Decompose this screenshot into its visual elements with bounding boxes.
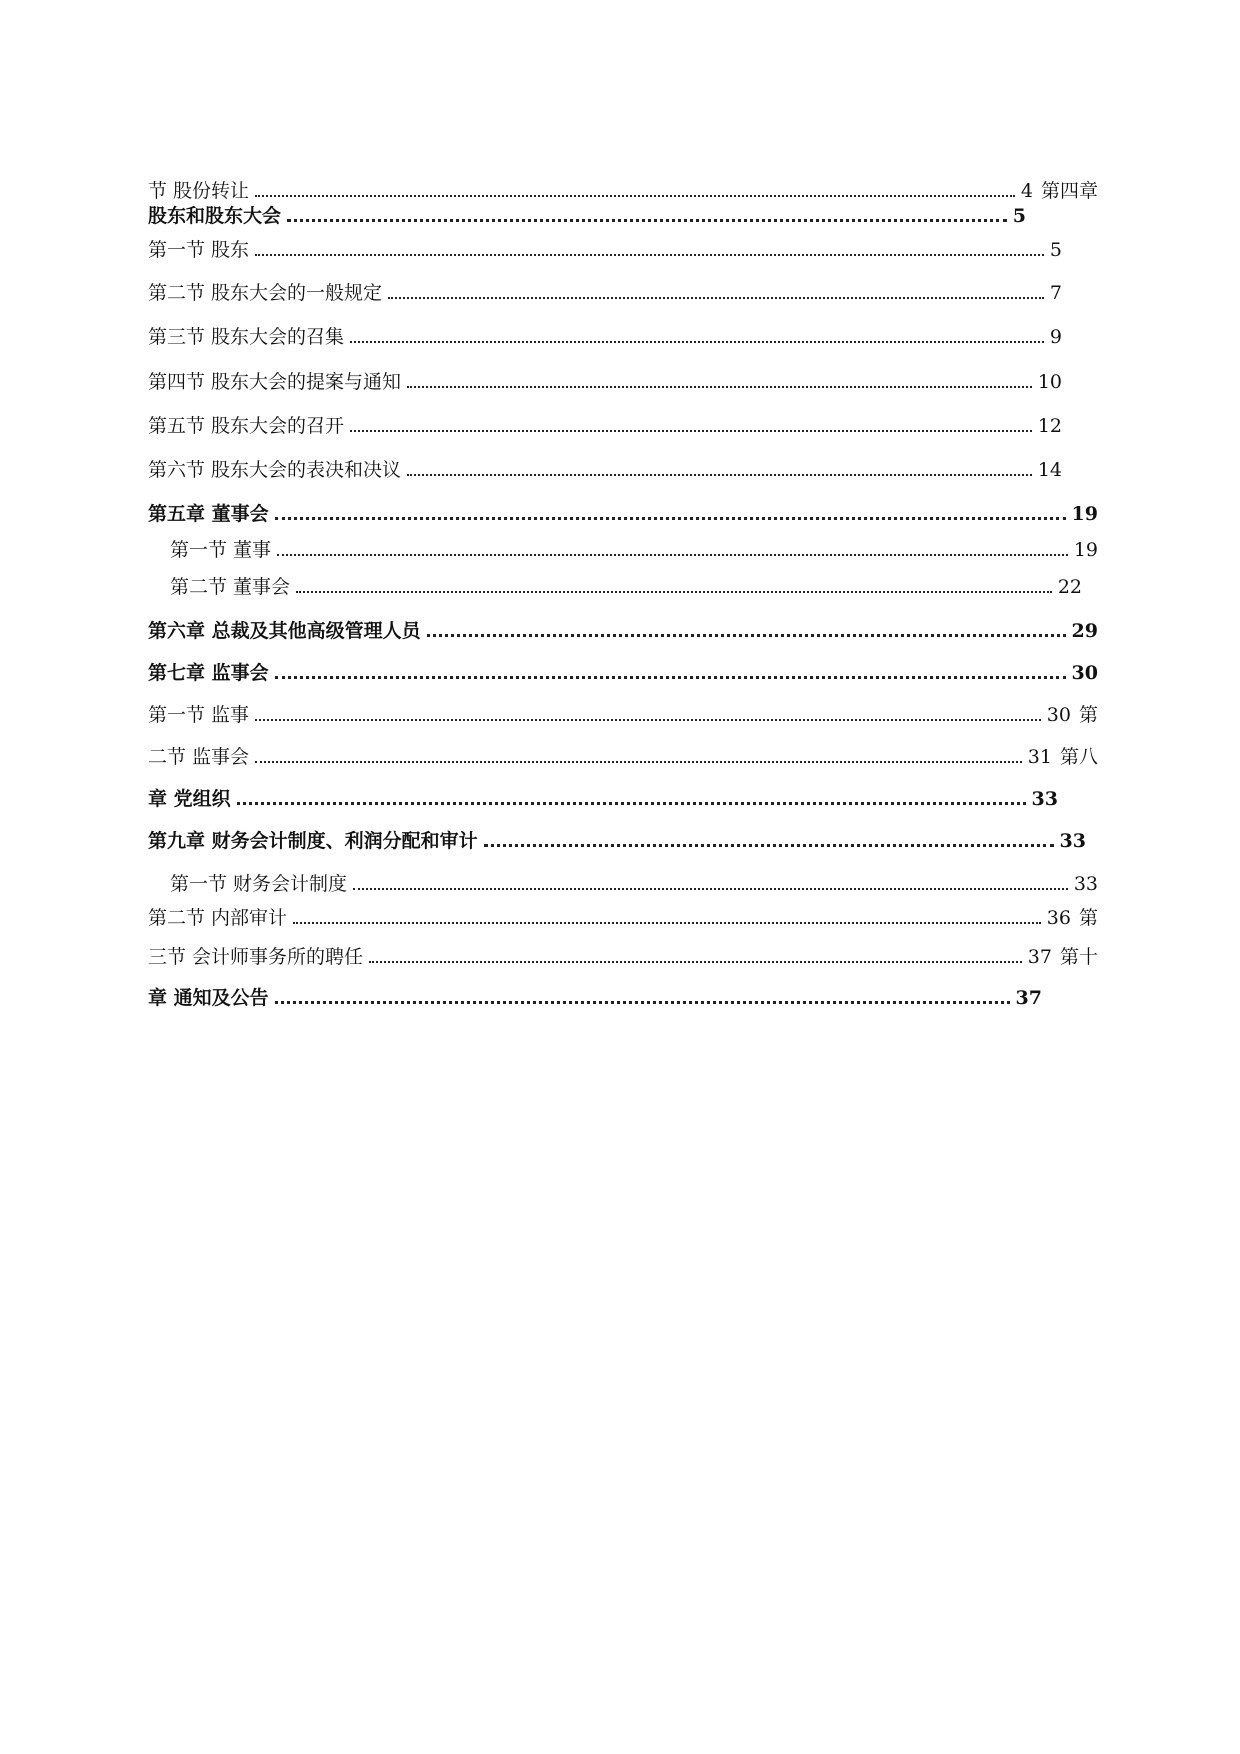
toc-wrapped-text: 第四章 xyxy=(1040,180,1098,202)
toc-entry-label: 第九章 财务会计制度、利润分配和审计 xyxy=(148,830,478,852)
toc-page-number: 36 xyxy=(1046,907,1071,929)
toc-entry[interactable] xyxy=(148,203,1026,229)
toc-entry-label: 第一节 监事 xyxy=(148,704,250,726)
toc-dot-leader xyxy=(255,761,1022,763)
toc-entry[interactable] xyxy=(170,871,1098,897)
toc-entry[interactable] xyxy=(148,457,1062,483)
toc-page-number: 7 xyxy=(1049,282,1062,304)
toc-dot-leader xyxy=(287,219,1007,222)
toc-entry[interactable] xyxy=(148,369,1062,395)
toc-dot-leader xyxy=(407,474,1032,476)
toc-entry-label: 第三节 股东大会的召集 xyxy=(148,326,345,348)
toc-entry[interactable] xyxy=(148,905,1098,931)
toc-entry[interactable] xyxy=(148,237,1062,263)
toc-page-number: 33 xyxy=(1059,830,1086,852)
toc-entry-label: 章 党组织 xyxy=(148,788,231,810)
toc-wrapped-text: 第十 xyxy=(1059,946,1098,968)
toc-entry-label: 股东和股东大会 xyxy=(148,205,282,227)
toc-dot-leader xyxy=(293,922,1041,924)
toc-dot-leader xyxy=(427,634,1066,637)
toc-entry[interactable] xyxy=(148,324,1062,350)
toc-entry-label: 第七章 监事会 xyxy=(148,662,269,684)
toc-entry[interactable] xyxy=(148,702,1098,728)
toc-entry-label: 第二节 股东大会的一般规定 xyxy=(148,282,383,304)
toc-entry-label: 章 通知及公告 xyxy=(148,987,269,1009)
toc-dot-leader xyxy=(237,802,1026,805)
toc-entry[interactable] xyxy=(148,501,1098,527)
toc-dot-leader xyxy=(350,341,1044,343)
toc-dot-leader xyxy=(275,1001,1010,1004)
toc-dot-leader xyxy=(296,591,1052,593)
toc-entry-label: 第六节 股东大会的表决和决议 xyxy=(148,459,402,481)
toc-page-number: 19 xyxy=(1073,539,1098,561)
toc-dot-leader xyxy=(388,297,1044,299)
toc-dot-leader xyxy=(484,844,1054,847)
toc-page-number: 31 xyxy=(1027,746,1052,768)
toc-page-number: 10 xyxy=(1037,371,1062,393)
toc-entry[interactable] xyxy=(148,660,1098,686)
toc-entry-label: 第五节 股东大会的召开 xyxy=(148,415,345,437)
toc-page-number: 30 xyxy=(1071,662,1098,684)
toc-wrapped-text: 第 xyxy=(1078,907,1098,929)
toc-entry-label: 第二节 内部审计 xyxy=(148,907,288,929)
toc-dot-leader xyxy=(350,430,1032,432)
toc-entry-label: 三节 会计师事务所的聘任 xyxy=(148,946,364,968)
toc-wrapped-text: 第 xyxy=(1078,704,1098,726)
toc-page-number: 37 xyxy=(1027,946,1052,968)
toc-dot-leader xyxy=(369,961,1022,963)
toc-page-number: 9 xyxy=(1049,326,1062,348)
toc-entry[interactable] xyxy=(148,985,1042,1011)
toc-entry-label: 第四节 股东大会的提案与通知 xyxy=(148,371,402,393)
toc-entry[interactable] xyxy=(148,280,1062,306)
toc-page-number: 30 xyxy=(1046,704,1071,726)
toc-entry-label: 第一节 董事 xyxy=(170,539,272,561)
toc-page-number: 33 xyxy=(1073,873,1098,895)
toc-dot-leader xyxy=(275,517,1066,520)
toc-page-number: 22 xyxy=(1057,576,1082,598)
toc-page-number: 37 xyxy=(1015,987,1042,1009)
toc-entry[interactable] xyxy=(148,786,1058,812)
toc-wrapped-text: 第八 xyxy=(1059,746,1098,768)
toc-entry-label: 第五章 董事会 xyxy=(148,503,269,525)
toc-entry-label: 第一节 股东 xyxy=(148,239,250,261)
toc-page-number: 29 xyxy=(1071,620,1098,642)
toc-entry[interactable] xyxy=(148,178,1098,204)
toc-dot-leader xyxy=(255,195,1015,197)
toc-page-number: 12 xyxy=(1037,415,1062,437)
toc-entry-label: 节 股份转让 xyxy=(148,180,250,202)
toc-entry-label: 二节 监事会 xyxy=(148,746,250,768)
toc-entry-label: 第一节 财务会计制度 xyxy=(170,873,348,895)
toc-entry[interactable] xyxy=(148,744,1098,770)
toc-entry[interactable] xyxy=(170,574,1082,600)
toc-dot-leader xyxy=(255,254,1044,256)
toc-entry[interactable] xyxy=(170,537,1098,563)
toc-page-number: 33 xyxy=(1031,788,1058,810)
toc-entry[interactable] xyxy=(148,944,1098,970)
toc-entry-label: 第六章 总裁及其他高级管理人员 xyxy=(148,620,421,642)
toc-page-number: 5 xyxy=(1049,239,1062,261)
toc-page-number: 5 xyxy=(1012,205,1026,227)
toc-dot-leader xyxy=(255,719,1041,721)
toc-page-number: 4 xyxy=(1020,180,1033,202)
toc-entry[interactable] xyxy=(148,413,1062,439)
toc-dot-leader xyxy=(353,888,1068,890)
toc-page-number: 14 xyxy=(1037,459,1062,481)
toc-entry[interactable] xyxy=(148,618,1098,644)
toc-entry[interactable] xyxy=(148,828,1086,854)
toc-dot-leader xyxy=(275,676,1066,679)
toc-dot-leader xyxy=(277,554,1068,556)
toc-entry-label: 第二节 董事会 xyxy=(170,576,291,598)
toc-dot-leader xyxy=(407,386,1032,388)
toc-page-number: 19 xyxy=(1071,503,1098,525)
